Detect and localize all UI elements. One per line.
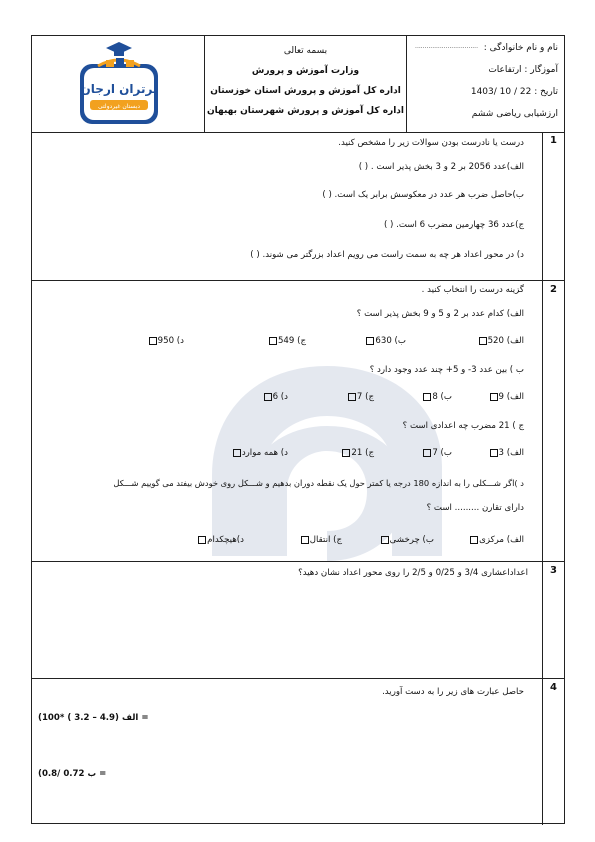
mc-b-option-3[interactable]: ج) 7 (347, 392, 374, 402)
office-line-ministry: وزارت آموزش و پرورش (251, 66, 360, 76)
tf-item-d: د) در محور اعداد هر چه به سمت راست می رویم اعداد بزرگتر می شوند. ( ) (250, 250, 524, 260)
question-prompt: حاصل عبارت های زیر را به دست آورید. (382, 687, 524, 697)
exam-title: ارزشیابی ریاضی ششم (471, 109, 558, 119)
mc-question-c: ج ) 21 مضرب چه اعدادی است ؟ (402, 421, 524, 431)
checkbox[interactable] (348, 393, 356, 401)
exam-sheet (31, 35, 565, 824)
question-prompt: اعداداعشاری 3/4 و 0/25 و 2/5 را روی محور اعداد نشان دهید؟ (298, 568, 528, 578)
office-line-basmala: بسمه تعالی (283, 46, 328, 56)
checkbox[interactable] (149, 337, 157, 345)
mc-d-option-3[interactable]: ج) انتقال (300, 535, 342, 545)
logo-title: برتران ارجان (80, 82, 158, 96)
question-3 (32, 562, 564, 679)
question-number: 2 (542, 281, 564, 561)
office-line-province: اداره کل آموزش و پرورش استان خوزستان (210, 86, 401, 96)
office-info (204, 36, 406, 132)
checkbox[interactable] (198, 536, 206, 544)
mc-b-option-1[interactable]: الف) 9 (489, 392, 524, 402)
question-2 (32, 281, 564, 562)
checkbox[interactable] (381, 536, 389, 544)
question-number: 3 (542, 562, 564, 678)
checkbox[interactable] (423, 393, 431, 401)
logo-emblem (32, 36, 206, 132)
mc-c-option-3[interactable]: ج) 21 (341, 448, 374, 458)
checkbox[interactable] (490, 449, 498, 457)
checkbox[interactable] (366, 337, 374, 345)
mc-question-b: ب ) بین عدد 3- و 5+ چند عدد وجود دارد ؟ (369, 365, 524, 375)
checkbox[interactable] (233, 449, 241, 457)
school-logo (32, 36, 206, 132)
mc-question-d-line-2: دارای تقارن ......... است ؟ (426, 503, 524, 513)
checkbox[interactable] (479, 337, 487, 345)
logo-subtitle: دبستان غیردولتی (97, 103, 141, 110)
teacher-label: آموزگار : ارتفاعات (488, 65, 558, 75)
mc-c-option-1[interactable]: الف) 3 (489, 448, 524, 458)
checkbox[interactable] (342, 449, 350, 457)
mc-d-option-4[interactable]: د)هیچکدام (197, 535, 244, 545)
mc-a-option-4[interactable]: د) 950 (148, 336, 184, 346)
checkbox[interactable] (470, 536, 478, 544)
date-label: تاریخ : 22 / 10 /1403 (470, 87, 558, 97)
checkbox[interactable] (490, 393, 498, 401)
mc-a-option-1[interactable]: الف) 520 (478, 336, 524, 346)
question-prompt: گزینه درست را انتخاب کنید . (421, 285, 524, 295)
checkbox[interactable] (269, 337, 277, 345)
mc-question-d: د )اگر شـــکلی را به اندازه 180 درجه یا کمتر حول یک نقطه دوران بدهیم و شـــکل روی خودش بیفتد می گوییم شـــکل (113, 478, 524, 488)
mc-a-option-3[interactable]: ج) 549 (268, 336, 306, 346)
question-number: 1 (542, 132, 564, 280)
mc-c-option-4[interactable]: د) همه موارد (232, 448, 288, 458)
tf-item-a: الف)عدد 2056 بر 2 و 3 بخش پذیر است . ( ) (358, 162, 524, 172)
question-prompt: درست یا نادرست بودن سوالات زیر را مشخص کنید. (338, 138, 524, 148)
student-name-label: نام و نام خانوادگی : (483, 43, 558, 53)
mc-a-option-2[interactable]: ب) 630 (365, 336, 406, 346)
question-4 (32, 679, 564, 825)
student-info (406, 36, 564, 132)
exam-header (32, 36, 564, 133)
student-name-line (484, 43, 558, 53)
tf-item-b: ب)حاصل ضرب هر عدد در معکوسش برابر یک است. ( ) (322, 190, 524, 200)
mc-b-option-2[interactable]: ب) 8 (422, 392, 452, 402)
mc-b-option-4[interactable]: د) 6 (263, 392, 288, 402)
question-1 (32, 132, 564, 281)
checkbox[interactable] (423, 449, 431, 457)
checkbox[interactable] (301, 536, 309, 544)
mc-question-a: الف) کدام عدد بر 2 و 5 و 9 بخش پذیر است ؟ (356, 309, 524, 319)
expression-a: (الف (4.9 – 3.2 ) *100 = (38, 713, 149, 723)
checkbox[interactable] (264, 393, 272, 401)
mc-d-option-1[interactable]: الف) مرکزی (469, 535, 524, 545)
mc-c-option-2[interactable]: ب) 7 (422, 448, 452, 458)
student-name-blank[interactable]: ................................. (415, 43, 478, 50)
expression-b: (ب 0.72 /0.8 = (38, 769, 107, 779)
office-line-city: اداره کل آموزش و پرورش شهرستان بهبهان (207, 106, 404, 116)
mc-d-option-2[interactable]: ب) چرخشی (380, 535, 434, 545)
question-number: 4 (542, 679, 564, 825)
tf-item-c: ج)عدد 36 چهارمین مضرب 6 است. ( ) (383, 220, 524, 230)
